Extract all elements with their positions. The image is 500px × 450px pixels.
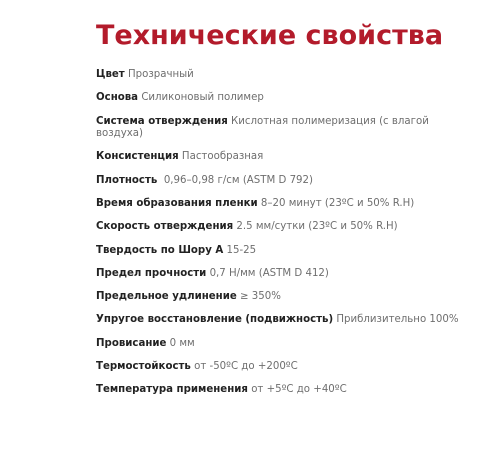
property-item [96, 92, 479, 105]
page-title: Технические свойства [96, 20, 444, 51]
property-value: 2.5 мм/сутки (23ºC и 50% R.H) [236, 221, 398, 233]
property-item [96, 338, 479, 351]
property-name: Время образования пленки [96, 197, 258, 209]
property-item [96, 361, 479, 374]
property-value: 0 мм [169, 337, 195, 349]
property-value: ≥ 350% [240, 291, 281, 303]
property-value: от +5ºC до +40ºC [251, 384, 347, 396]
property-name: Провисание [96, 337, 167, 349]
property-name: Термостойкость [96, 361, 191, 373]
property-value: Силиконовый полимер [141, 92, 264, 104]
property-value: 8–20 минут (23ºC и 50% R.H) [260, 197, 415, 209]
property-value: Пастообразная [181, 151, 264, 163]
property-name: Твердость по Шору А [96, 244, 224, 256]
property-item [96, 245, 479, 258]
property-value: 0,96–0,98 г/см (ASTM D 792) [160, 174, 313, 186]
property-value: 0,7 Н/мм (ASTM D 412) [209, 267, 329, 279]
property-item [96, 198, 479, 211]
property-item [96, 384, 479, 397]
property-item [96, 268, 479, 281]
property-value: Кислотная полимеризация (с влагой воздуха) [96, 115, 429, 140]
property-name: Температура применения [96, 384, 248, 396]
property-item [96, 69, 479, 82]
property-name: Основа [96, 92, 139, 104]
property-name: Предельное удлинение [96, 291, 237, 303]
property-value: 15-25 [226, 244, 257, 256]
property-item [96, 151, 479, 164]
property-value: Прозрачный [127, 69, 194, 80]
property-name: Плотность [96, 174, 158, 186]
property-name: Цвет [96, 69, 125, 80]
property-name: Консистенция [96, 151, 179, 163]
property-item [96, 116, 479, 141]
property-item [96, 175, 479, 188]
property-value: Приблизительно 100% [336, 314, 459, 326]
property-value: от -50ºC до +200ºC [194, 361, 298, 373]
property-name: Упругое восстановление (подвижность) [96, 314, 334, 326]
property-item [96, 221, 479, 234]
property-item [96, 314, 479, 327]
property-name: Система отверждения [96, 115, 228, 127]
properties-list [96, 69, 479, 397]
property-name: Предел прочности [96, 267, 207, 279]
property-name: Скорость отверждения [96, 221, 234, 233]
property-item [96, 291, 479, 304]
